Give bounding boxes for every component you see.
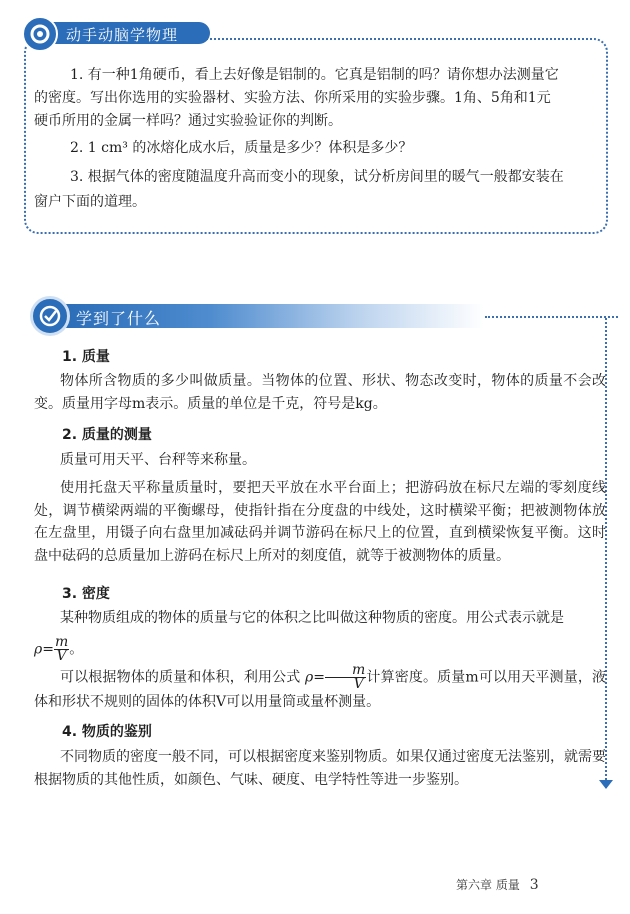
target-icon bbox=[22, 16, 58, 52]
paragraph-density-usage bbox=[34, 664, 606, 714]
summary-title: 学到了什么 bbox=[76, 309, 162, 328]
heading-mass: 1. 质量 bbox=[62, 349, 110, 365]
summary-title-bar bbox=[64, 304, 484, 328]
page-footer bbox=[456, 876, 539, 893]
chapter-title: 质量 bbox=[495, 878, 520, 892]
density-usage-rest: 计算密度。质量m可以用天平测量，液体和形状不规则的固体的体积V可以用量筒或量杯测量。 bbox=[34, 669, 606, 710]
exercise-1-line-1: 1. 有一种1角硬币，看上去好像是铝制的。它真是铝制的吗？请你想办法测量它 bbox=[70, 67, 559, 83]
period: 。 bbox=[69, 641, 84, 658]
rho-symbol: ρ= bbox=[34, 641, 54, 658]
fraction-inline-numerator: m bbox=[325, 664, 366, 678]
paragraph-identification: 不同物质的密度一般不同，可以根据密度来鉴别物质。如果仅通过密度无法鉴别，就需要根据物质的其他性质，如颜色、气味、硬度、电学特性等进一步鉴别。 bbox=[34, 749, 606, 788]
heading-mass-measurement: 2. 质量的测量 bbox=[62, 427, 152, 443]
exercise-title-bar bbox=[40, 22, 210, 44]
exercise-1-line-3: 硬币所用的金属一样吗？通过实验验证你的判断。 bbox=[34, 113, 342, 129]
exercise-1-line-2: 的密度。写出你选用的实验器材、实验方法、你所采用的实验步骤。1角、5角和1元 bbox=[34, 90, 551, 106]
paragraph-mass: 物体所含物质的多少叫做质量。当物体的位置、形状、物态改变时，物体的质量不会改变。质量用字母m表示。质量的单位是千克，符号是kg。 bbox=[34, 373, 606, 412]
exercise-2: 2. 1 cm³ 的冰熔化成水后，质量是多少？体积是多少？ bbox=[70, 140, 413, 156]
heading-density: 3. 密度 bbox=[62, 586, 110, 602]
fraction-numerator: m bbox=[54, 634, 69, 650]
exercise-3-line-2: 窗户下面的道理。 bbox=[34, 194, 146, 210]
rho-symbol-inline: ρ= bbox=[305, 669, 325, 686]
summary-badge bbox=[30, 296, 620, 338]
paragraph-measurement-tools: 质量可用天平、台秤等来称量。 bbox=[60, 452, 256, 468]
density-usage-intro: 可以根据物体的质量和体积，利用公式 bbox=[60, 669, 301, 686]
chapter-label: 第六章 bbox=[456, 878, 493, 892]
exercise-badge bbox=[22, 16, 212, 52]
exercise-title: 动手动脑学物理 bbox=[66, 26, 179, 44]
fraction-denominator: V bbox=[56, 648, 67, 664]
fraction-inline-denominator: V bbox=[353, 676, 364, 692]
checkmark-icon bbox=[30, 296, 70, 336]
density-formula bbox=[34, 636, 83, 663]
fraction-inline bbox=[325, 664, 366, 691]
paragraph-balance-usage: 使用托盘天平称量质量时，要把天平放在水平台面上；把游码放在标尺左端的零刻度线处，调节横梁两端的平衡螺母，使指针指在分度盘的中线处，这时横梁平衡；把被测物体放在左盘里，用镊子向右盘里加减砝码并调节游码在标尺上的位置，直到横梁恢复平衡。这时盘中砝码的总质量加上游码在标尺上所对的刻度值，就等于被测物体的质量。 bbox=[34, 480, 606, 564]
page-number: 3 bbox=[529, 877, 539, 893]
dotted-divider bbox=[485, 316, 618, 318]
exercise-3-line-1: 3. 根据气体的密度随温度升高而变小的现象，试分析房间里的暖气一般都安装在 bbox=[70, 169, 564, 185]
fraction bbox=[54, 636, 69, 663]
paragraph-density-definition: 某种物质组成的物体的质量与它的体积之比叫做这种物质的密度。用公式表示就是 bbox=[60, 610, 564, 626]
heading-identification: 4. 物质的鉴别 bbox=[62, 724, 152, 740]
